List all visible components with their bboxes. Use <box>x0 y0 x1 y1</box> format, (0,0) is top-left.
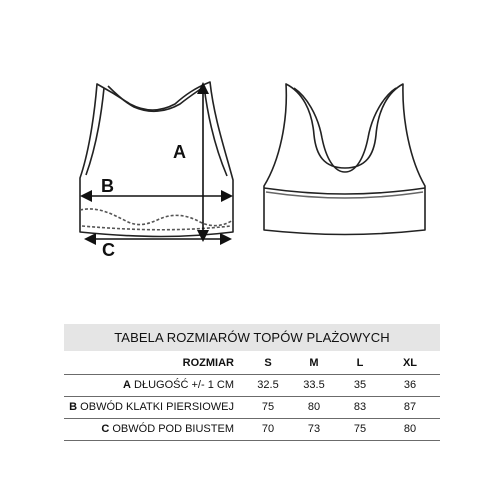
back-top-drawing <box>264 84 425 235</box>
header-size-l: L <box>356 357 364 369</box>
cell-l: 83 <box>353 401 367 413</box>
row-name: DŁUGOŚĆ +/- 1 CM <box>131 379 234 391</box>
cell-l: 75 <box>353 423 367 435</box>
row-label <box>64 375 234 396</box>
cell-s: 32.5 <box>257 379 279 391</box>
table-row <box>64 397 440 419</box>
row-name: OBWÓD KLATKI PIERSIOWEJ <box>77 401 234 413</box>
label-b: B <box>101 176 114 196</box>
header-size-s: S <box>264 357 272 369</box>
cell-l: 35 <box>353 379 367 391</box>
table-row <box>64 419 440 441</box>
row-code: B <box>69 401 78 413</box>
cell-xl: 80 <box>403 423 417 435</box>
size-table-header <box>64 351 440 375</box>
cell-xl: 87 <box>403 401 417 413</box>
size-table <box>64 324 440 441</box>
row-code: C <box>101 423 110 435</box>
cell-s: 75 <box>261 401 275 413</box>
label-a: A <box>173 142 186 162</box>
cell-m: 80 <box>307 401 321 413</box>
cell-xl: 36 <box>403 379 417 391</box>
size-table-title: TABELA ROZMIARÓW TOPÓW PLAŻOWYCH <box>64 324 440 351</box>
header-size-m: M <box>309 357 319 369</box>
row-code: A <box>123 379 131 391</box>
header-label: ROZMIAR <box>182 357 234 369</box>
row-label <box>64 419 234 440</box>
row-label <box>64 397 234 418</box>
front-top-drawing <box>80 82 233 237</box>
cell-m: 73 <box>307 423 321 435</box>
cell-m: 33.5 <box>303 379 325 391</box>
table-row <box>64 375 440 397</box>
header-size-xl: XL <box>402 357 418 369</box>
row-name: OBWÓD POD BIUSTEM <box>109 423 234 435</box>
label-c: C <box>102 240 115 260</box>
cell-s: 70 <box>261 423 275 435</box>
